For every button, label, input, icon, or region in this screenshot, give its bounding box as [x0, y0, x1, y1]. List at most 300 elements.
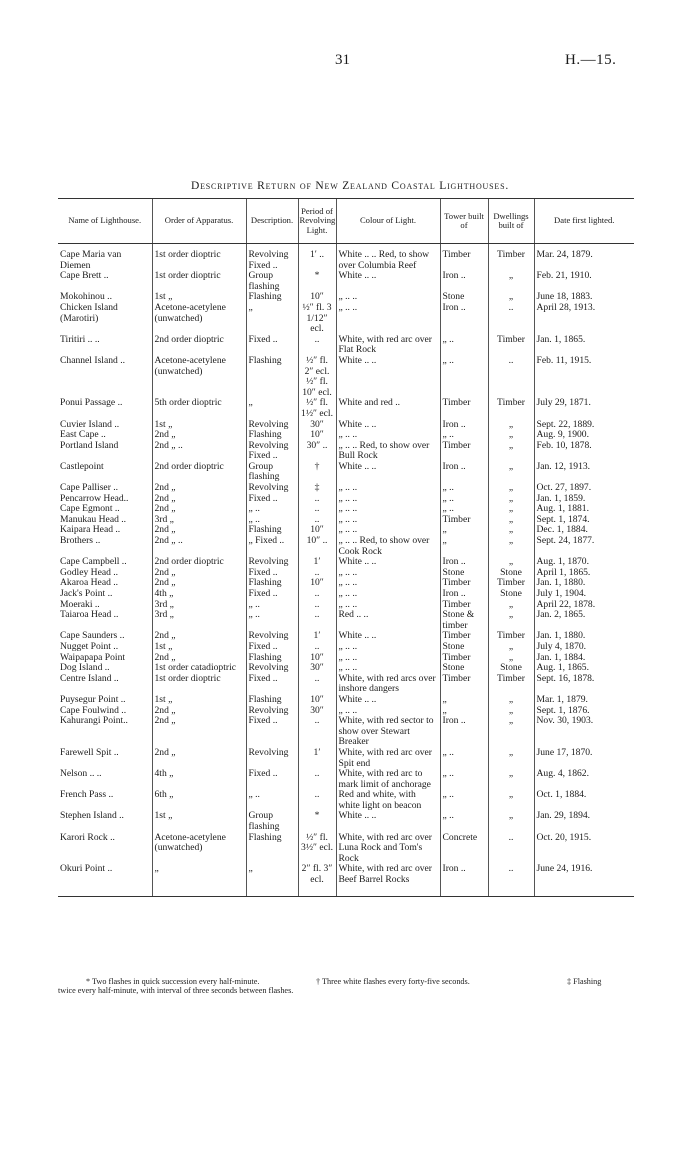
cell-colour: White .. .. Red, to show over Columbia Reef	[336, 250, 440, 271]
cell-order: 1st „	[152, 292, 246, 303]
cell-name: Moeraki ..	[60, 599, 100, 610]
cell-name: Okuri Point ..	[60, 864, 113, 875]
cell-name: Karori Rock ..	[60, 832, 115, 843]
cell-colour: „ .. ..	[336, 303, 440, 335]
cell-colour: White .. ..	[336, 271, 440, 292]
cell-description: „ ..	[246, 790, 298, 811]
cell-date: Sept. 16, 1878.	[534, 674, 634, 695]
cell-colour: „ .. ..	[336, 578, 440, 589]
cell-order: 1st order catadioptric	[152, 663, 246, 674]
cell-tower: Timber	[440, 250, 488, 271]
cell-name: Kahurangi Point..	[60, 716, 128, 727]
cell-colour: Red and white, with white light on beacon	[336, 790, 440, 811]
table-row	[58, 504, 634, 515]
cell-dwellings: „	[488, 769, 534, 790]
cell-period: ..	[298, 790, 336, 811]
cell-period: ..	[298, 674, 336, 695]
cell-date: Jan. 1, 1880.	[534, 578, 634, 589]
cell-name: Manukau Head ..	[60, 514, 127, 525]
cell-dwellings: Timber	[488, 250, 534, 271]
cell-colour: White, with red arc over Flat Rock	[336, 335, 440, 356]
cell-dwellings: Stone	[488, 568, 534, 579]
bottom-rule-cell	[534, 886, 634, 897]
cell-order: 3rd „	[152, 610, 246, 631]
cell-order: 2nd „ ..	[152, 536, 246, 557]
cell-description: Group flashing	[246, 462, 298, 483]
cell-name: Cape Foulwind ..	[60, 705, 127, 716]
cell-name: Dog Island ..	[60, 663, 110, 674]
col-header-dwellings: Dwellings built of	[488, 199, 534, 244]
cell-date: Sept. 1, 1874.	[534, 515, 634, 526]
cell-order: Acetone-acetylene (unwatched)	[152, 833, 246, 865]
cell-colour: White .. ..	[336, 356, 440, 398]
cell-description: Flashing	[246, 695, 298, 706]
cell-date: Mar. 1, 1879.	[534, 695, 634, 706]
table-row	[58, 303, 634, 335]
bottom-rule-cell	[58, 886, 152, 897]
col-header-order: Order of Apparatus.	[152, 199, 246, 244]
cell-description: Revolving	[246, 557, 298, 568]
cell-order: 2nd „	[152, 748, 246, 769]
cell-date: Jan. 1, 1865.	[534, 335, 634, 356]
cell-period: 10″	[298, 653, 336, 664]
table-row	[58, 515, 634, 526]
cell-description: Fixed ..	[246, 568, 298, 579]
cell-period: ..	[298, 568, 336, 579]
cell-tower: Stone	[440, 568, 488, 579]
cell-tower: Timber	[440, 674, 488, 695]
cell-period: ..	[298, 504, 336, 515]
cell-description: Revolving	[246, 706, 298, 717]
cell-order: 1st „	[152, 642, 246, 653]
cell-colour: „ .. ..	[336, 706, 440, 717]
cell-description: Fixed ..	[246, 769, 298, 790]
cell-dwellings: Stone	[488, 589, 534, 600]
cell-order: 5th order dioptric	[152, 398, 246, 419]
cell-tower: „ ..	[440, 769, 488, 790]
footnote-ddagger: ‡ Flashing	[567, 977, 602, 986]
cell-description: Flashing	[246, 653, 298, 664]
document-reference: H.—15.	[565, 52, 617, 68]
cell-description: „	[246, 864, 298, 885]
footnote-star: * Two flashes in quick succession every half-minute.	[86, 977, 260, 986]
cell-name: Cape Egmont ..	[60, 504, 120, 515]
table-row	[58, 790, 634, 811]
cell-period: ‡	[298, 483, 336, 494]
bottom-rule-cell	[152, 886, 246, 897]
cell-description: „ Fixed ..	[246, 536, 298, 557]
cell-colour: White, with red arc over Spit end	[336, 748, 440, 769]
cell-colour: White .. ..	[336, 557, 440, 568]
cell-tower: „ ..	[440, 504, 488, 515]
cell-name: Cape Campbell ..	[60, 557, 127, 568]
cell-colour: White and red ..	[336, 398, 440, 419]
cell-colour: Red .. ..	[336, 610, 440, 631]
cell-tower: Timber	[440, 441, 488, 462]
cell-description: Flashing	[246, 833, 298, 865]
cell-colour: „ .. ..	[336, 494, 440, 505]
cell-dwellings: „	[488, 462, 534, 483]
bottom-rule-cell	[440, 886, 488, 897]
cell-date: Jan. 1, 1884.	[534, 653, 634, 664]
cell-name: Pencarrow Head..	[60, 493, 129, 504]
cell-tower: „ ..	[440, 430, 488, 441]
table-row	[58, 631, 634, 642]
cell-tower: Iron ..	[440, 271, 488, 292]
cell-order: 1st „	[152, 420, 246, 431]
cell-order: 2nd order dioptric	[152, 557, 246, 568]
cell-date: April 1, 1865.	[534, 568, 634, 579]
table-row	[58, 420, 634, 431]
table-row	[58, 716, 634, 748]
cell-colour: „ .. .. Red, to show over Bull Rock	[336, 441, 440, 462]
table-row	[58, 335, 634, 356]
table-row	[58, 398, 634, 419]
cell-dwellings: „	[488, 525, 534, 536]
table-row	[58, 568, 634, 579]
page-number: 31	[335, 52, 350, 68]
cell-dwellings: „	[488, 515, 534, 526]
cell-colour: White, with red arc over Luna Rock and Tom's Rock	[336, 833, 440, 865]
cell-name: Brothers ..	[60, 536, 101, 547]
cell-period: 10″	[298, 695, 336, 706]
cell-tower: Timber	[440, 578, 488, 589]
cell-period: ½″ fl. 2″ ecl. ½″ fl. 10″ ecl.	[298, 356, 336, 398]
cell-date: Aug. 1, 1865.	[534, 663, 634, 674]
cell-period: 10″	[298, 578, 336, 589]
cell-order: 2nd „ ..	[152, 441, 246, 462]
cell-dwellings: „	[488, 292, 534, 303]
cell-description: Revolving	[246, 631, 298, 642]
cell-colour: „ .. ..	[336, 653, 440, 664]
cell-name: Puysegur Point ..	[60, 694, 126, 705]
table-row	[58, 674, 634, 695]
cell-period: ½″ fl. 1½″ ecl.	[298, 398, 336, 419]
cell-order: 2nd „	[152, 578, 246, 589]
cell-dwellings: Timber	[488, 578, 534, 589]
table-row	[58, 494, 634, 505]
cell-date: July 29, 1871.	[534, 398, 634, 419]
cell-description: „	[246, 398, 298, 419]
cell-dwellings: „	[488, 653, 534, 664]
cell-order: 2nd „	[152, 631, 246, 642]
cell-colour: „ .. ..	[336, 663, 440, 674]
cell-tower: Iron ..	[440, 864, 488, 885]
cell-dwellings: ..	[488, 303, 534, 335]
cell-dwellings: „	[488, 716, 534, 748]
cell-period: *	[298, 811, 336, 832]
cell-colour: „ .. ..	[336, 483, 440, 494]
table-row	[58, 695, 634, 706]
cell-period: ..	[298, 716, 336, 748]
table-row	[58, 653, 634, 664]
table-row	[58, 356, 634, 398]
cell-name: Nelson .. ..	[60, 769, 102, 780]
cell-date: Oct. 1, 1884.	[534, 790, 634, 811]
cell-period: 1′	[298, 557, 336, 568]
cell-dwellings: Stone	[488, 663, 534, 674]
cell-tower: Stone	[440, 292, 488, 303]
cell-date: April 28, 1913.	[534, 303, 634, 335]
table-row	[58, 536, 634, 557]
cell-colour: „ .. ..	[336, 504, 440, 515]
cell-order: 2nd „	[152, 568, 246, 579]
table-row	[58, 557, 634, 568]
cell-colour: „ .. ..	[336, 600, 440, 611]
cell-name: Farewell Spit ..	[60, 747, 119, 758]
table-bottom-rule	[58, 886, 634, 897]
cell-period: 1′	[298, 631, 336, 642]
table-row	[58, 430, 634, 441]
cell-colour: White, with red arcs over inshore dangers	[336, 674, 440, 695]
cell-tower: Stone	[440, 642, 488, 653]
cell-colour: „ .. ..	[336, 568, 440, 579]
cell-description: „ ..	[246, 610, 298, 631]
cell-dwellings: „	[488, 706, 534, 717]
cell-dwellings: „	[488, 748, 534, 769]
cell-dwellings: Timber	[488, 674, 534, 695]
cell-date: June 24, 1916.	[534, 864, 634, 885]
cell-dwellings: „	[488, 504, 534, 515]
cell-name: Portland Island	[60, 440, 119, 451]
cell-tower: „ ..	[440, 335, 488, 356]
cell-order: 2nd „	[152, 494, 246, 505]
cell-tower: Timber	[440, 600, 488, 611]
bottom-rule-cell	[488, 886, 534, 897]
cell-tower: „	[440, 706, 488, 717]
cell-dwellings: „	[488, 610, 534, 631]
cell-period: ..	[298, 494, 336, 505]
cell-tower: „	[440, 525, 488, 536]
cell-colour: White .. ..	[336, 631, 440, 642]
cell-period: ..	[298, 589, 336, 600]
cell-colour: White .. ..	[336, 420, 440, 431]
cell-date: Feb. 11, 1915.	[534, 356, 634, 398]
col-header-description: Description.	[246, 199, 298, 244]
cell-name: Jack's Point ..	[60, 589, 113, 599]
cell-order: 4th „	[152, 769, 246, 790]
cell-description: Flashing	[246, 578, 298, 589]
cell-description: „ ..	[246, 515, 298, 526]
cell-name: Castlepoint	[60, 461, 104, 472]
cell-period: 30″ ..	[298, 441, 336, 462]
lighthouse-table	[58, 198, 634, 897]
cell-period: ½″ fl. 3 1/12″ ecl.	[298, 303, 336, 335]
cell-order: 2nd „	[152, 653, 246, 664]
cell-tower: Stone	[440, 663, 488, 674]
bottom-rule-cell	[298, 886, 336, 897]
cell-order: 2nd „	[152, 504, 246, 515]
cell-name: Waipapapa Point	[60, 652, 126, 663]
cell-description: Fixed ..	[246, 716, 298, 748]
cell-date: Aug. 9, 1900.	[534, 430, 634, 441]
cell-colour: White, with red arc over Beef Barrel Rocks	[336, 864, 440, 885]
cell-date: Nov. 30, 1903.	[534, 716, 634, 748]
cell-tower: Iron ..	[440, 716, 488, 748]
cell-date: Aug. 4, 1862.	[534, 769, 634, 790]
cell-date: June 17, 1870.	[534, 748, 634, 769]
cell-description: Flashing	[246, 356, 298, 398]
cell-period: 10″	[298, 292, 336, 303]
cell-date: Oct. 27, 1897.	[534, 483, 634, 494]
cell-tower: Iron ..	[440, 557, 488, 568]
cell-period: ½″ fl. 3½″ ecl.	[298, 833, 336, 865]
cell-order: 6th „	[152, 790, 246, 811]
table-row	[58, 610, 634, 631]
cell-tower: Iron ..	[440, 420, 488, 431]
cell-colour: White, with red sector to show over Stewart Breaker	[336, 716, 440, 748]
cell-order: 3rd „	[152, 515, 246, 526]
cell-tower: „ ..	[440, 494, 488, 505]
col-header-tower: Tower built of	[440, 199, 488, 244]
cell-description: Revolving Fixed ..	[246, 250, 298, 271]
cell-colour: „ .. ..	[336, 589, 440, 600]
cell-period: ..	[298, 769, 336, 790]
cell-name: French Pass ..	[60, 790, 114, 801]
table-row	[58, 441, 634, 462]
cell-tower: Iron ..	[440, 462, 488, 483]
cell-tower: Concrete	[440, 833, 488, 865]
cell-order: „	[152, 864, 246, 885]
cell-period: *	[298, 271, 336, 292]
cell-description: Flashing	[246, 525, 298, 536]
cell-period: 10″ ..	[298, 536, 336, 557]
cell-date: April 22, 1878.	[534, 600, 634, 611]
cell-tower: Iron ..	[440, 303, 488, 335]
cell-name: Stephen Island ..	[60, 811, 124, 822]
cell-period: 1′	[298, 748, 336, 769]
cell-order: 1st order dioptric	[152, 674, 246, 695]
cell-colour: White .. ..	[336, 462, 440, 483]
table-row	[58, 525, 634, 536]
cell-date: July 4, 1870.	[534, 642, 634, 653]
cell-order: 2nd „	[152, 716, 246, 748]
cell-tower: „	[440, 536, 488, 557]
cell-order: 1st order dioptric	[152, 271, 246, 292]
cell-period: ..	[298, 515, 336, 526]
cell-period: ..	[298, 600, 336, 611]
bottom-rule-cell	[336, 886, 440, 897]
cell-dwellings: Timber	[488, 631, 534, 642]
cell-dwellings: „	[488, 430, 534, 441]
cell-date: Jan. 1, 1859.	[534, 494, 634, 505]
cell-tower: „ ..	[440, 811, 488, 832]
cell-dwellings: „	[488, 695, 534, 706]
cell-order: 3rd „	[152, 600, 246, 611]
cell-order: 2nd „	[152, 483, 246, 494]
cell-dwellings: „	[488, 271, 534, 292]
cell-date: Feb. 21, 1910.	[534, 271, 634, 292]
cell-order: Acetone-acetylene (unwatched)	[152, 356, 246, 398]
cell-order: 1st „	[152, 811, 246, 832]
cell-name: Kaipara Head ..	[60, 525, 121, 536]
cell-description: Revolving Fixed ..	[246, 441, 298, 462]
cell-name: Akaroa Head ..	[60, 578, 119, 589]
col-header-name: Name of Lighthouse.	[58, 199, 152, 244]
cell-tower: „ ..	[440, 483, 488, 494]
table-row	[58, 748, 634, 769]
cell-name: Cape Saunders ..	[60, 631, 125, 642]
cell-date: June 18, 1883.	[534, 292, 634, 303]
cell-description: Fixed ..	[246, 335, 298, 356]
table-row	[58, 250, 634, 271]
cell-date: Jan. 1, 1880.	[534, 631, 634, 642]
cell-colour: White .. ..	[336, 695, 440, 706]
cell-date: Jan. 29, 1894.	[534, 811, 634, 832]
cell-name: Channel Island ..	[60, 355, 126, 366]
cell-description: Group flashing	[246, 811, 298, 832]
cell-date: Feb. 10, 1878.	[534, 441, 634, 462]
cell-period: ..	[298, 642, 336, 653]
cell-name: Mokohinou ..	[60, 292, 112, 303]
cell-name: Cape Palliser ..	[60, 483, 119, 494]
table-row	[58, 292, 634, 303]
cell-description: Fixed ..	[246, 494, 298, 505]
cell-tower: Timber	[440, 631, 488, 642]
cell-period: ..	[298, 610, 336, 631]
cell-dwellings: „	[488, 420, 534, 431]
table-row	[58, 589, 634, 600]
cell-period: 2″ fl. 3″ ecl.	[298, 864, 336, 885]
cell-dwellings: „	[488, 642, 534, 653]
cell-order: 2nd order dioptric	[152, 462, 246, 483]
cell-colour: „ .. ..	[336, 525, 440, 536]
cell-dwellings: ..	[488, 833, 534, 865]
cell-name: Cape Brett ..	[60, 271, 109, 282]
cell-dwellings: „	[488, 536, 534, 557]
cell-date: July 1, 1904.	[534, 589, 634, 600]
cell-period: 1′ ..	[298, 250, 336, 271]
cell-dwellings: „	[488, 790, 534, 811]
cell-description: „ ..	[246, 600, 298, 611]
table-row	[58, 578, 634, 589]
cell-colour: „ .. .. Red, to show over Cook Rock	[336, 536, 440, 557]
cell-dwellings: ..	[488, 864, 534, 885]
cell-period: ..	[298, 335, 336, 356]
cell-tower: Timber	[440, 398, 488, 419]
cell-tower: Iron ..	[440, 589, 488, 600]
cell-name: East Cape ..	[60, 430, 106, 441]
cell-tower: „ ..	[440, 748, 488, 769]
cell-name: Centre Island ..	[60, 673, 119, 684]
cell-date: Oct. 20, 1915.	[534, 833, 634, 865]
cell-colour: „ .. ..	[336, 515, 440, 526]
cell-description: Revolving	[246, 663, 298, 674]
cell-tower: „ ..	[440, 356, 488, 398]
cell-description: Fixed ..	[246, 642, 298, 653]
cell-description: Group flashing	[246, 271, 298, 292]
cell-dwellings: Timber	[488, 335, 534, 356]
cell-dwellings: „	[488, 557, 534, 568]
cell-order: Acetone-acetylene (unwatched)	[152, 303, 246, 335]
cell-colour: „ .. ..	[336, 642, 440, 653]
cell-dwellings: „	[488, 494, 534, 505]
table-row	[58, 642, 634, 653]
cell-description: Flashing	[246, 292, 298, 303]
cell-dwellings: Timber	[488, 398, 534, 419]
cell-period: 10″	[298, 525, 336, 536]
cell-description: „ ..	[246, 504, 298, 515]
footnote-ddagger-continued: twice every half-minute, with interval of three seconds between flashes.	[58, 986, 294, 995]
cell-period: 30″	[298, 663, 336, 674]
table-row	[58, 833, 634, 865]
cell-description: Flashing	[246, 430, 298, 441]
bottom-rule-cell	[246, 886, 298, 897]
cell-colour: „ .. ..	[336, 292, 440, 303]
cell-description: Revolving	[246, 420, 298, 431]
cell-name: Chicken Island (Marotiri)	[60, 302, 118, 324]
col-header-period: Period of Revolving Light.	[298, 199, 336, 244]
